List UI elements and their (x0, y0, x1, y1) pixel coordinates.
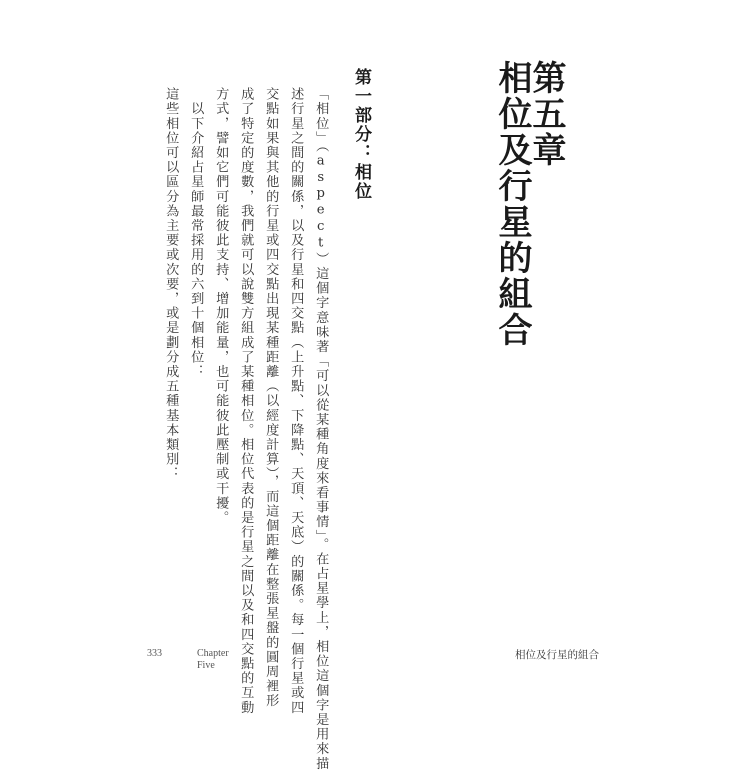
footer-chapter-word: Chapter (197, 648, 229, 659)
body-line-2: 述行星之間的關係，以及行星和四交點（上升點、下降點、天頂、天底）的關係。每一個行星或四 (288, 87, 304, 715)
footer-chapter-label (197, 648, 229, 672)
running-title: 相位及行星的組合 (515, 649, 599, 661)
body-line-7: 這些相位可以區分為主要或次要，或是劃分成五種基本類別： (163, 87, 179, 482)
chapter-heading (492, 60, 566, 348)
body-line-6: 以下介紹占星師最常採用的六到十個相位： (188, 87, 204, 379)
chapter-title: 相位及行星的組合 (492, 60, 532, 348)
section-title: 第一部分：相位 (351, 68, 371, 201)
chapter-number-label: 第五章 (526, 60, 566, 168)
body-line-4: 成了特定的度數，我們就可以說雙方組成了某種相位。相位代表的是行星之間以及和四交點的互動 (238, 87, 254, 715)
page-number: 333 (147, 648, 162, 659)
footer-chapter-number-word: Five (197, 660, 215, 671)
body-line-3: 交點如果與其他的行星或四交點出現某種距離（以經度計算），而這個距離在整張星盤的圓周裡形 (263, 87, 279, 709)
body-line-5: 方式，譬如它們可能彼此支持、增加能量，也可能彼此壓制或干擾。 (213, 87, 229, 525)
body-line-1: 「相位」（aspect）這個字意味著「可以從某種角度來看事情」。在占星學上，相位這個字是用來描 (313, 87, 329, 771)
